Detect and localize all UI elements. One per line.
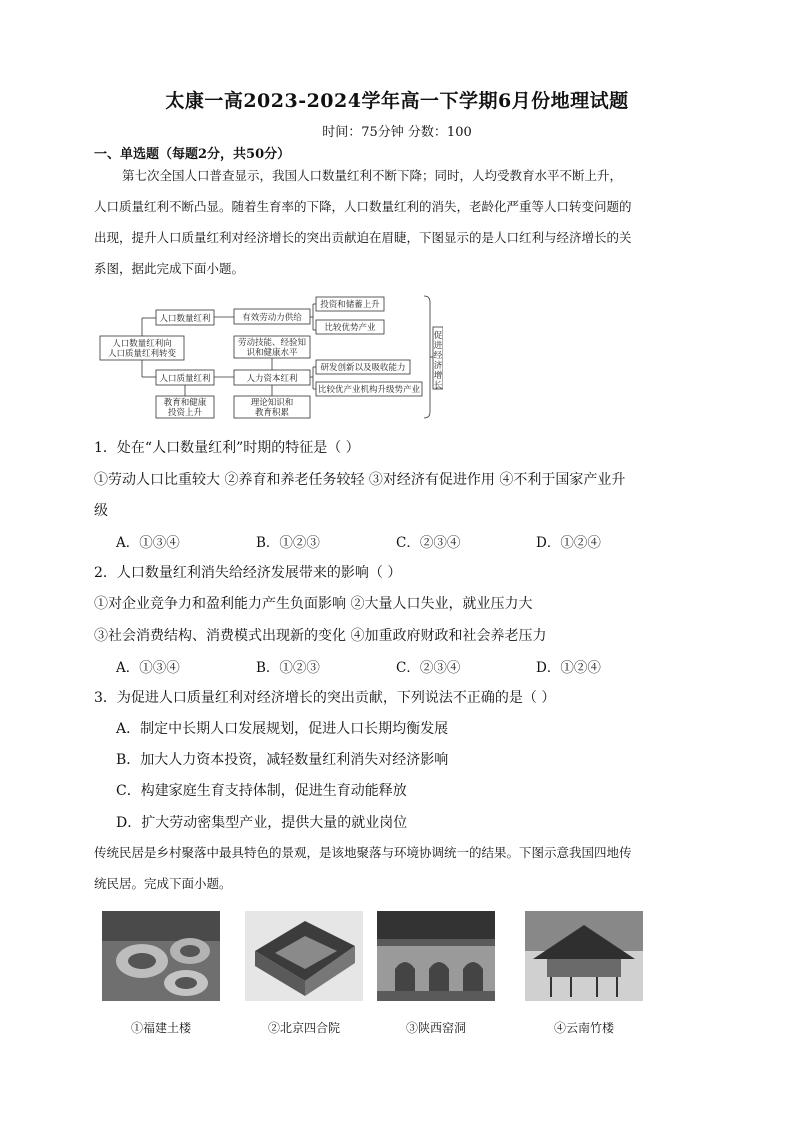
intro-line: 系图，据此完成下面小题。 (94, 261, 245, 276)
option-b[interactable]: B．①②③ (256, 660, 320, 676)
question-1-items: ①劳动人口比重较大 ②养育和养老任务较轻 ③对经济有促进作用 ④不利于国家产业升 (94, 472, 626, 488)
question-2-options (116, 656, 716, 676)
photo-caption: ①福建土楼 (130, 1021, 191, 1035)
option-c[interactable]: C．②③④ (396, 535, 461, 551)
option-c[interactable]: C．构建家庭生育支持体制，促进生育动能释放 (116, 783, 407, 799)
option-c[interactable]: C．②③④ (396, 660, 461, 676)
photo-beijing-siheyuan (245, 911, 363, 1001)
photo-caption: ④云南竹楼 (553, 1021, 614, 1035)
diagram-label: 研发创新以及吸收能力 (320, 363, 406, 373)
diagram-label: 济 (433, 361, 443, 371)
diagram-label: 进 (433, 341, 443, 351)
question-2-stem: 2．人口数量红利消失给经济发展带来的影响（ ） (94, 565, 402, 581)
diagram-label: 比较优势产业 (324, 323, 376, 333)
section-heading: 一、单选题（每题2分，共50分） (94, 147, 291, 162)
population-dividend-diagram (98, 292, 443, 422)
photo-yunnan-zhulou (525, 911, 643, 1001)
option-b[interactable]: B．加大人力资本投资，减轻数量红利消失对经济影响 (116, 752, 449, 768)
option-d[interactable]: D．扩大劳动密集型产业，提供大量的就业岗位 (116, 815, 408, 831)
intro-line: 统民居。完成下面小题。 (94, 876, 232, 891)
dwelling-intro (94, 837, 698, 899)
question-1-options (116, 531, 716, 551)
intro-line: 第七次全国人口普查显示，我国人口数量红利不断下降；同时，人均受教育水平不断上升， (122, 168, 623, 183)
option-a[interactable]: A．①③④ (116, 535, 180, 551)
intro-paragraph (94, 160, 698, 284)
diagram-label: 人口质量红利转变 (107, 349, 177, 359)
question-2-items: ①对企业竞争力和盈利能力产生负面影响 ②大量人口失业，就业压力大 (94, 596, 533, 612)
photo-fujian-tulou (102, 911, 220, 1001)
photo-caption: ③陕西窑洞 (405, 1021, 466, 1035)
diagram-label: 人口质量红利 (159, 374, 211, 384)
diagram-label: 促 (433, 331, 443, 341)
diagram-label: 投资上升 (167, 408, 203, 418)
option-a[interactable]: A．①③④ (116, 660, 180, 676)
diagram-label: 人口数量红利 (159, 314, 211, 324)
diagram-label: 人力资本红利 (246, 374, 298, 384)
diagram-label: 有效劳动力供给 (242, 313, 302, 323)
diagram-label: 理论知识和 (250, 398, 294, 408)
intro-line: 人口质量红利不断凸显。随着生育率的下降，人口数量红利的消失，老龄化严重等人口转变问题的 (94, 199, 632, 214)
option-d[interactable]: D．①②④ (536, 660, 601, 676)
diagram-label: 投资和储蓄上升 (320, 300, 380, 310)
page-title: 太康一高2023-2024学年高一下学期6月份地理试题 (165, 90, 629, 112)
photo-shaanxi-yaodong (377, 911, 495, 1001)
question-2-items: ③社会消费结构、消费模式出现新的变化 ④加重政府财政和社会养老压力 (94, 628, 547, 644)
option-d[interactable]: D．①②④ (536, 535, 601, 551)
diagram-label: 教育和健康 (163, 398, 207, 408)
diagram-label: 教育积累 (254, 408, 290, 418)
diagram-label: 识和健康水平 (246, 348, 298, 358)
option-b[interactable]: B．①②③ (256, 535, 320, 551)
question-1-items-cont: 级 (94, 503, 108, 519)
diagram-label: 人口数量红利向 (112, 339, 172, 349)
option-a[interactable]: A．制定中长期人口发展规划，促进人口长期均衡发展 (116, 721, 449, 737)
photo-caption: ②北京四合院 (267, 1021, 340, 1035)
question-3-stem: 3．为促进人口质量红利对经济增长的突出贡献，下列说法不正确的是（ ） (94, 690, 556, 706)
diagram-label: 长 (433, 381, 443, 391)
exam-meta: 时间：75分钟 分数：100 (322, 125, 472, 140)
intro-line: 出现，提升人口质量红利对经济增长的突出贡献迫在眉睫，下图显示的是人口红利与经济增长的关 (94, 230, 632, 245)
diagram-label: 经 (433, 351, 443, 361)
intro-line: 传统民居是乡村聚落中最具特色的景观，是该地聚落与环境协调统一的结果。下图示意我国四地传 (94, 845, 632, 860)
diagram-label: 比较优产业机构升级势产业 (317, 385, 421, 395)
diagram-label: 劳动技能、经验知 (237, 338, 307, 348)
question-1-stem: 1．处在“人口数量红利”时期的特征是（ ） (94, 440, 360, 456)
diagram-label: 增 (433, 371, 443, 381)
